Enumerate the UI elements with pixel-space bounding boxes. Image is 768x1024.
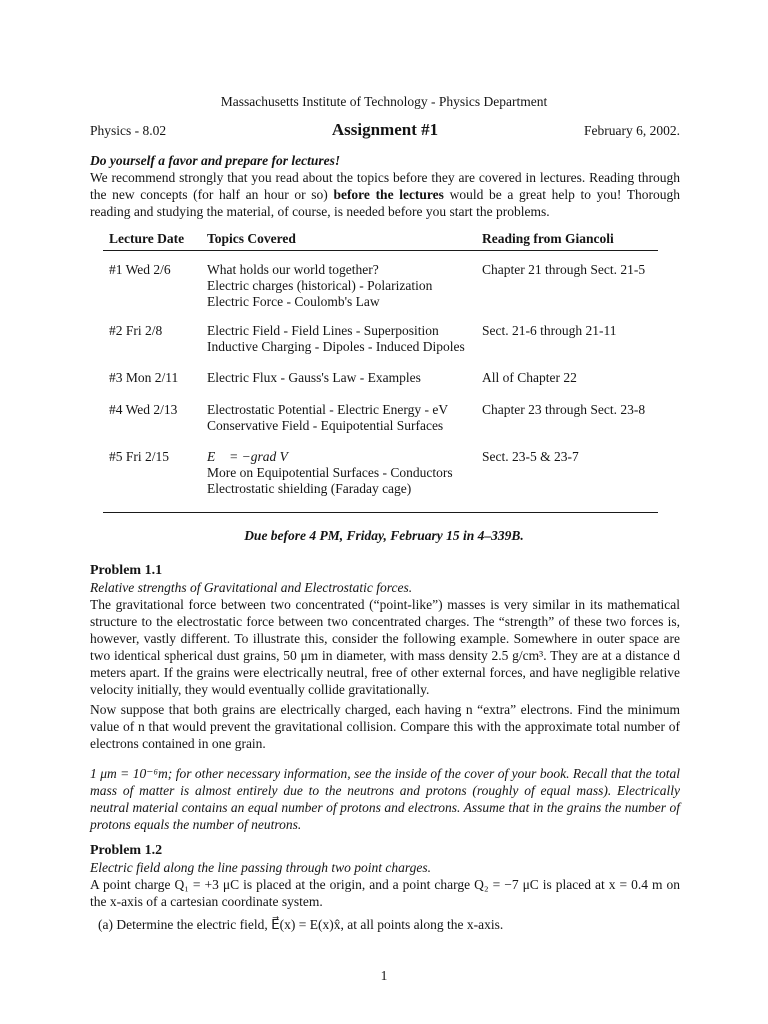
topic-line: More on Equipotential Surfaces - Conductors	[207, 465, 453, 480]
page-number: 1	[380, 968, 388, 983]
lecture-date: #2 Fri 2/8	[109, 323, 163, 338]
topic-line: What holds our world together?	[207, 262, 379, 277]
problem-1-1-note	[90, 765, 680, 833]
problem-1-1	[90, 562, 680, 698]
course-number: Physics - 8.02	[90, 123, 167, 138]
column-header-topics: Topics Covered	[207, 231, 296, 246]
favor-section	[90, 152, 680, 220]
lecture-reading: Chapter 21 through Sect. 21-5	[482, 262, 646, 277]
topic-line: Electric Force - Coulomb's Law	[207, 294, 380, 309]
topic-line: Conservative Field - Equipotential Surfaces	[207, 418, 444, 433]
favor-text-part: would be a great help to you! Thorough reading and studying the material, of course, is needed before you start the problems.	[90, 187, 681, 219]
lecture-date: #3 Mon 2/11	[109, 370, 179, 385]
lecture-reading: Chapter 23 through Sect. 23-8	[482, 402, 646, 417]
assignment-title: Assignment #1	[331, 120, 439, 139]
topic-line: Electrostatic Potential - Electric Energy - eV	[207, 402, 449, 417]
lecture-date: #5 Fri 2/15	[109, 449, 170, 464]
problem-paragraph: Now suppose that both grains are electrically charged, each having n “extra” electrons. Find the minimum value of n that would prevent the gravitational collision. Compare this with the approximate total number of electrons contained in one grain.	[90, 702, 680, 751]
assignment-date: February 6, 2002.	[584, 123, 680, 138]
column-header-date: Lecture Date	[109, 231, 185, 246]
table-row	[103, 449, 658, 499]
lecture-date: #4 Wed 2/13	[109, 402, 178, 417]
problem-heading: Problem 1.1	[90, 563, 163, 578]
lecture-date: #1 Wed 2/6	[109, 262, 171, 277]
column-header-reading: Reading from Giancoli	[482, 231, 614, 246]
lecture-schedule-table	[103, 228, 658, 496]
favor-text-part: We recommend strongly that you read about the topics before they are covered in lectures. Reading through the new concepts (for half an hour or so)	[90, 170, 680, 202]
due-date-line: Due before 4 PM, Friday, February 15 in 4–339B.	[244, 528, 524, 543]
problem-item-a: (a) Determine the electric field, E⃗(x) = E(x)x̂, at all points along the x-axis.	[98, 917, 504, 932]
topic-line: Electric Flux - Gauss's Law - Examples	[207, 370, 421, 385]
problem-1-2	[90, 842, 680, 910]
table-row	[103, 402, 658, 436]
table-header-row	[103, 228, 658, 251]
table-row	[103, 370, 658, 388]
lecture-topics	[207, 370, 421, 386]
problem-note: 1 μm = 10⁻⁶m; for other necessary information, see the inside of the cover of your book. Recall that the total mass of matter is almost entirely due to the neutrons and protons (roughly of equal mass). Electrically neutral material contains an equal number of protons and electrons. Assume that in the grains the number of protons equals the number of neutrons.	[90, 766, 680, 832]
problem-paragraph: A point charge Q₁ = +3 μC is placed at the origin, and a point charge Q₂ = −7 μC is placed at x = 0.4 m on the x-axis of a cartesian coordinate system.	[90, 877, 680, 909]
favor-text	[90, 169, 680, 220]
table-bottom-rule	[103, 512, 658, 513]
topic-line: Electric Field - Field Lines - Superposition	[207, 323, 439, 338]
problem-1-1-part-2	[90, 701, 680, 752]
topic-line: Electrostatic shielding (Faraday cage)	[207, 481, 412, 496]
lecture-reading: Sect. 23-5 & 23-7	[482, 449, 579, 464]
assignment-header	[90, 120, 680, 142]
table-row	[103, 262, 658, 312]
topic-line: Inductive Charging - Dipoles - Induced Dipoles	[207, 339, 465, 354]
problem-subtitle: Electric field along the line passing through two point charges.	[90, 860, 431, 875]
lecture-reading: All of Chapter 22	[482, 370, 577, 385]
lecture-topics	[207, 323, 465, 355]
problem-subtitle: Relative strengths of Gravitational and Electrostatic forces.	[90, 580, 413, 595]
lecture-reading: Sect. 21-6 through 21-11	[482, 323, 617, 338]
lecture-topics	[207, 402, 448, 434]
institution-line: Massachusetts Institute of Technology - Physics Department	[220, 94, 548, 109]
table-row	[103, 323, 658, 357]
lecture-topics	[207, 262, 432, 310]
topic-line: E⃗ = −grad V	[207, 449, 288, 464]
problem-paragraph: The gravitational force between two concentrated (“point-like”) masses is very similar in its mathematical structure to the electrostatic force between two concentrated charges. The “strength” of these two forces is, however, vastly different. To illustrate this, consider the following example. Somewhere in outer space are two identical spherical dust grains, 50 μm in diameter, with mass density 2.5 g/cm³. They are at a distance d meters apart. If the grains were electrically neutral, free of other external forces, and have negligible relative velocity initially, they would eventually collide gravitationally.	[90, 597, 680, 697]
topic-line: Electric charges (historical) - Polarization	[207, 278, 433, 293]
lecture-topics	[207, 449, 453, 497]
favor-text-bold: before the lectures	[333, 187, 444, 202]
favor-heading: Do yourself a favor and prepare for lectures!	[90, 153, 341, 168]
problem-heading: Problem 1.2	[90, 843, 163, 858]
